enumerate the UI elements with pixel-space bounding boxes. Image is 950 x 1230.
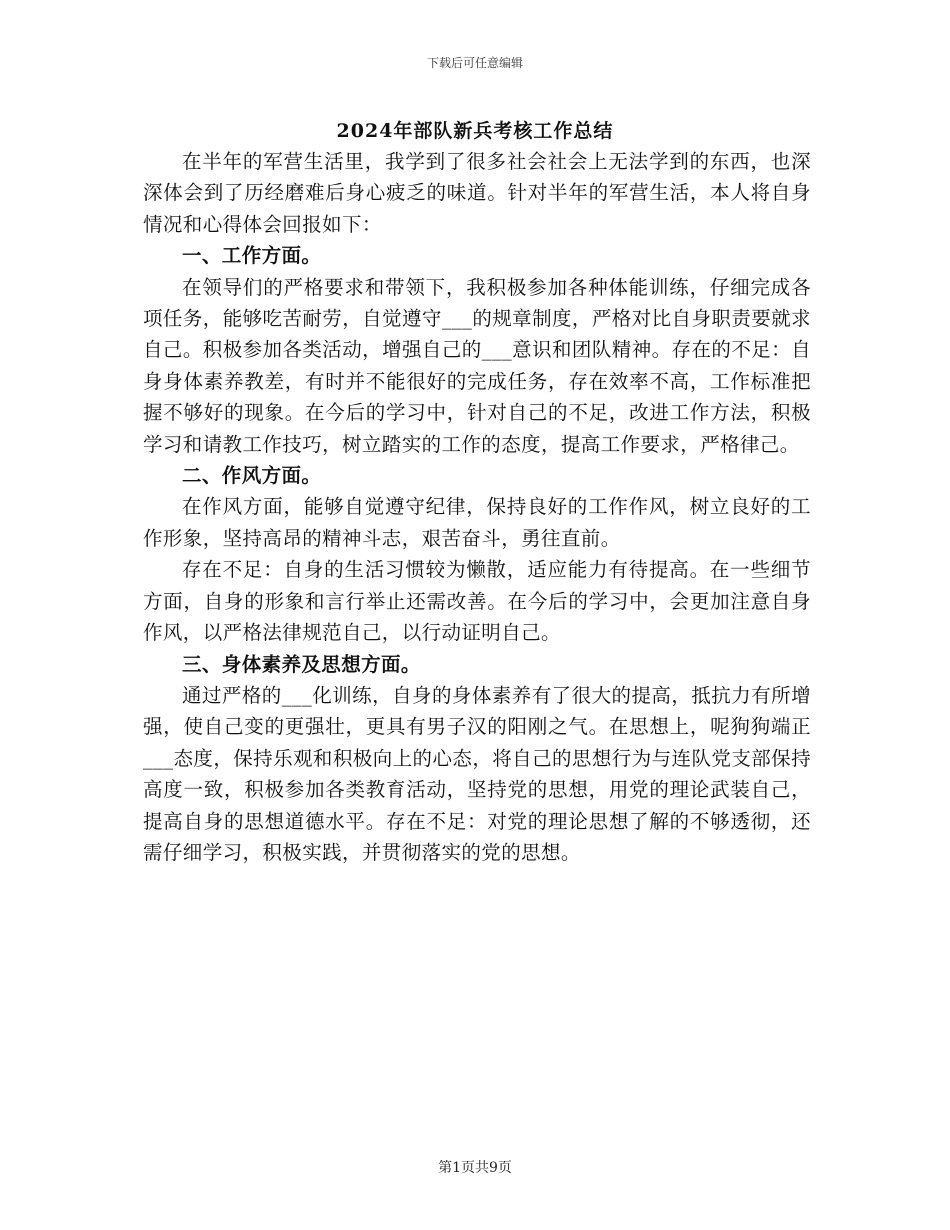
page-header-note: 下载后可任意编辑 xyxy=(426,56,523,70)
section-heading-work: 一、工作方面。 xyxy=(182,244,322,268)
work-paragraph: 在领导们的严格要求和带领下，我积极参加各种体能训练，仔细完成各项任务，能够吃苦耐劳，自觉遵守___的规章制度，严格对比自身职责要就求自己。积极参加各类活动，增强自己的___意识和团队精神。存在的不足：自身身体素养教差，有时并不能很好的完成任务，存在效率不高，工作标准把握不够好的现象。在今后的学习中，针对自己的不足，改进工作方法，积极学习和请教工作技巧，树立踏实的工作的态度，提高工作要求，严格律己。 xyxy=(143,275,811,456)
style-paragraph: 在作风方面，能够自觉遵守纪律，保持良好的工作作风，树立良好的工作形象，坚持高昂的精神斗志，艰苦奋斗，勇往直前。 xyxy=(143,495,811,550)
section-heading-fitness-thought: 三、身体素养及思想方面。 xyxy=(182,652,421,676)
page-number-footer: 第1页共9页 xyxy=(438,1160,512,1176)
fitness-thought-paragraph: 通过严格的___化训练，自身的身体素养有了很大的提高，抵抗力有所增强，使自己变的更强壮，更具有男子汉的阳刚之气。在思想上，呢狗狗端正___态度，保持乐观和积极向上的心态，将自己的思想行为与连队党支部保持高度一致，积极参加各类教育活动，坚持党的思想，用党的理论武装自己，提高自身的思想道德水平。存在不足：对党的理论思想了解的不够透彻，还需仔细学习，积极实践，并贯彻落实的党的思想。 xyxy=(143,683,811,864)
document-body xyxy=(143,146,811,868)
document-title: 2024年部队新兵考核工作总结 xyxy=(336,120,614,142)
style-shortcomings-paragraph: 存在不足：自身的生活习惯较为懒散，适应能力有待提高。在一些细节方面，自身的形象和言行举止还需改善。在今后的学习中，会更加注意自身作风，以严格法律规范自己，以行动证明自己。 xyxy=(143,558,811,645)
section-heading-style: 二、作风方面。 xyxy=(182,464,322,488)
intro-paragraph: 在半年的军营生活里，我学到了很多社会社会上无法学到的东西，也深深体会到了历经磨难后身心疲乏的味道。针对半年的军营生活，本人将自身情况和心得体会回报如下： xyxy=(143,150,811,236)
